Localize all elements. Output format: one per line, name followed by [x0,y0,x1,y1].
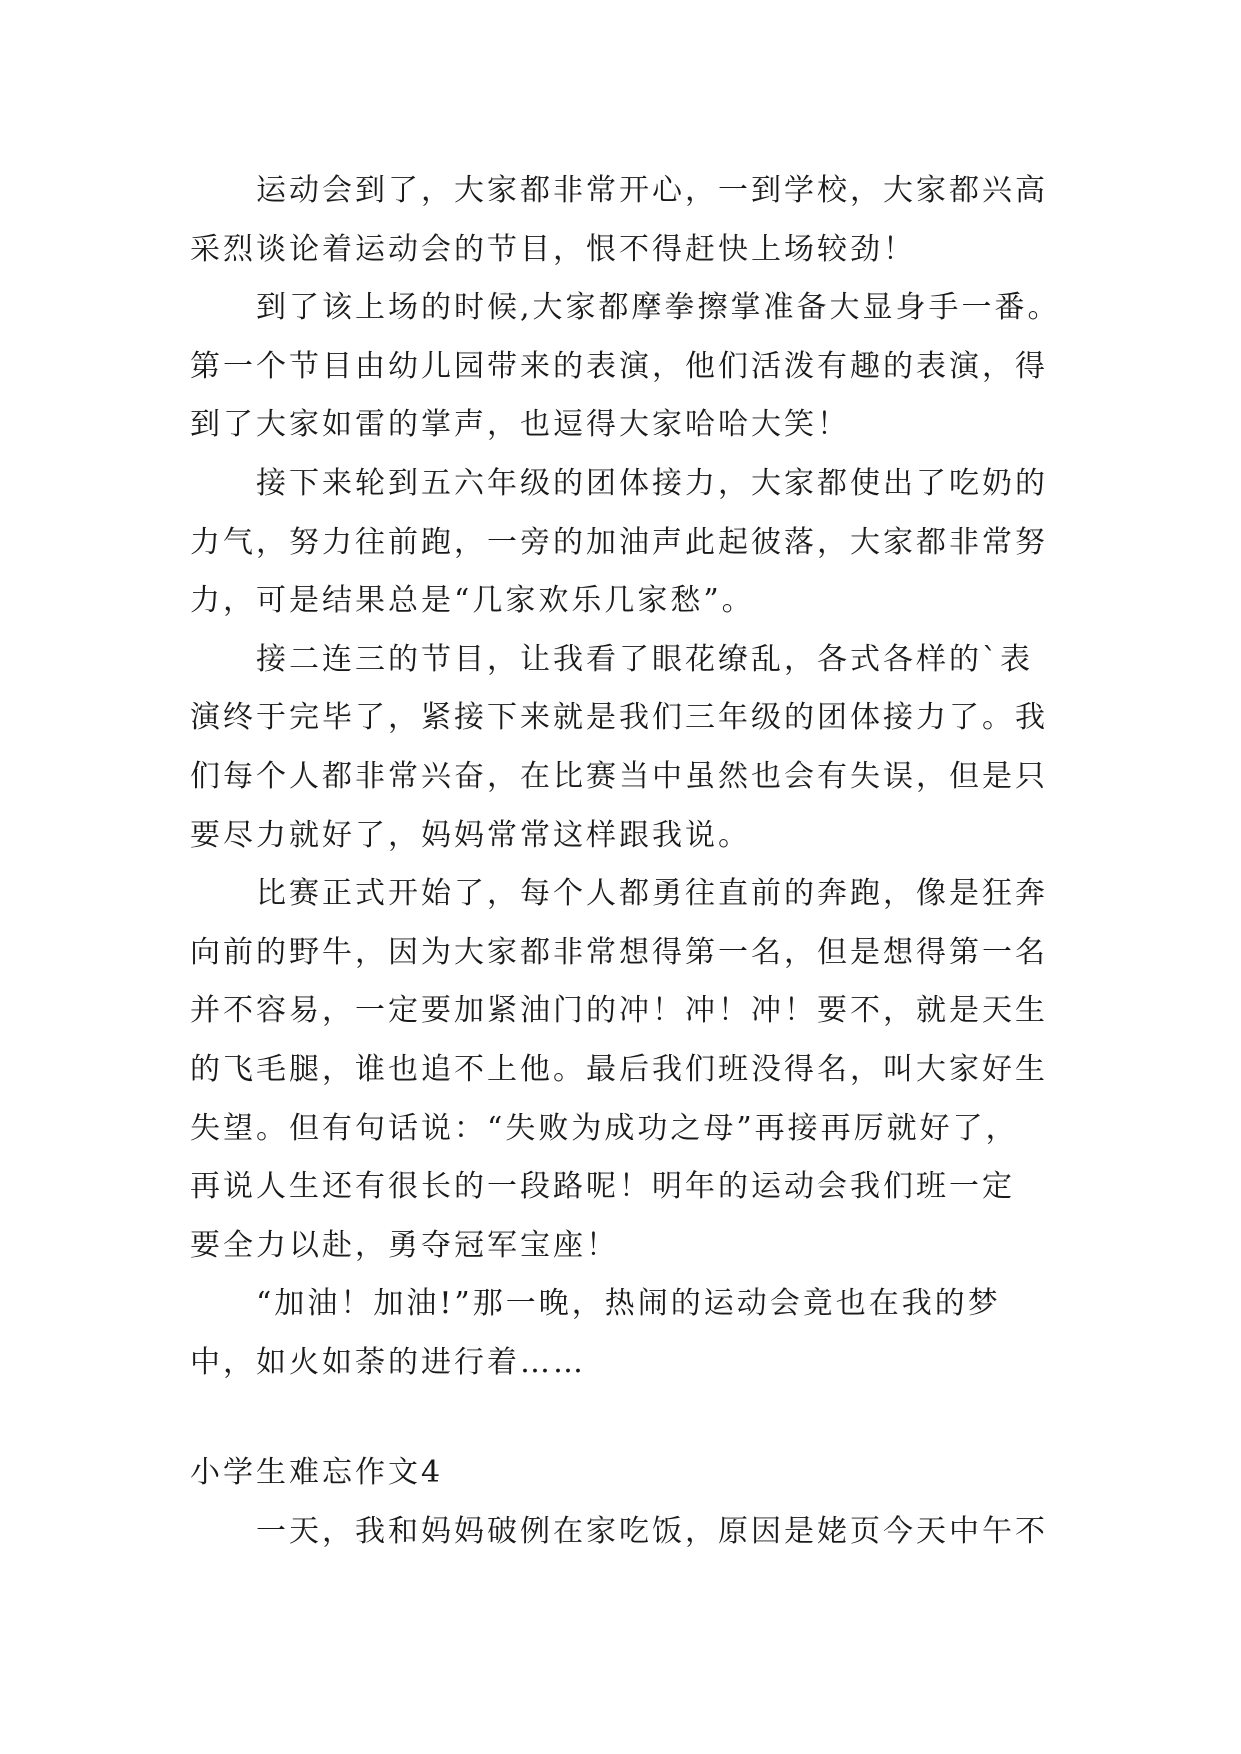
text-line: 一天，我和妈妈破例在家吃饭，原因是姥页今天中午不 [256,1514,1048,1550]
text-line: 演终于完毕了，紧接下来就是我们三年级的团体接力了。我 [190,700,1048,736]
paragraph-6 [190,1275,1050,1392]
text-line: 并不容易，一定要加紧油门的冲！冲！冲！要不，就是天生 [190,993,1048,1029]
text-line: 的飞毛腿，谁也追不上他。最后我们班没得名，叫大家好生 [190,1051,1048,1087]
text-line: 力，可是结果总是“几家欢乐几家愁”。 [190,583,755,619]
paragraph-5 [190,865,1050,1275]
text-line: 再说人生还有很长的一段路呢！明年的运动会我们班一定 [190,1169,1015,1205]
text-line: 要尽力就好了，妈妈常常这样跟我说。 [190,817,751,853]
text-line: 接二连三的节目，让我看了眼花缭乱，各式各样的`表 [256,641,1033,677]
paragraph-1 [190,162,1050,279]
text-line: 们每个人都非常兴奋，在比赛当中虽然也会有失误，但是只 [190,758,1048,794]
text-line: 中，如火如荼的进行着…… [190,1344,586,1380]
text-line: “加油！加油!”那一晚，热闹的运动会竟也在我的梦 [256,1286,1001,1322]
section-heading: 小学生难忘作文4 [190,1455,444,1491]
text-line: 要全力以赴，勇夺冠军宝座！ [190,1227,619,1263]
paragraph-4 [190,631,1050,865]
text-line: 比赛正式开始了，每个人都勇往直前的奔跑，像是狂奔 [256,876,1048,912]
text-line: 运动会到了，大家都非常开心，一到学校，大家都兴高 [256,173,1048,208]
text-line: 失望。但有句话说：“失败为成功之母”再接再厉就好了， [190,1110,1019,1146]
text-line: 到了大家如雷的掌声，也逗得大家哈哈大笑！ [190,407,850,443]
section-spacer [190,1392,1050,1444]
paragraph-2 [190,279,1061,455]
text-line: 第一个节目由幼儿园带来的表演，他们活泼有趣的表演，得 [190,348,1048,384]
text-line: 力气，努力往前跑，一旁的加油声此起彼落，大家都非常努 [190,524,1048,560]
text-line: 向前的野牛，因为大家都非常想得第一名，但是想得第一名 [190,934,1048,970]
paragraph-3 [190,455,1050,631]
text-line: 到了该上场的时候,大家都摩拳擦掌准备大显身手一番。 [256,290,1061,326]
text-line: 采烈谈论着运动会的节目，恨不得赶快上场较劲！ [190,231,916,267]
essay-body [190,162,1061,1562]
text-line: 接下来轮到五六年级的团体接力，大家都使出了吃奶的 [256,465,1048,501]
